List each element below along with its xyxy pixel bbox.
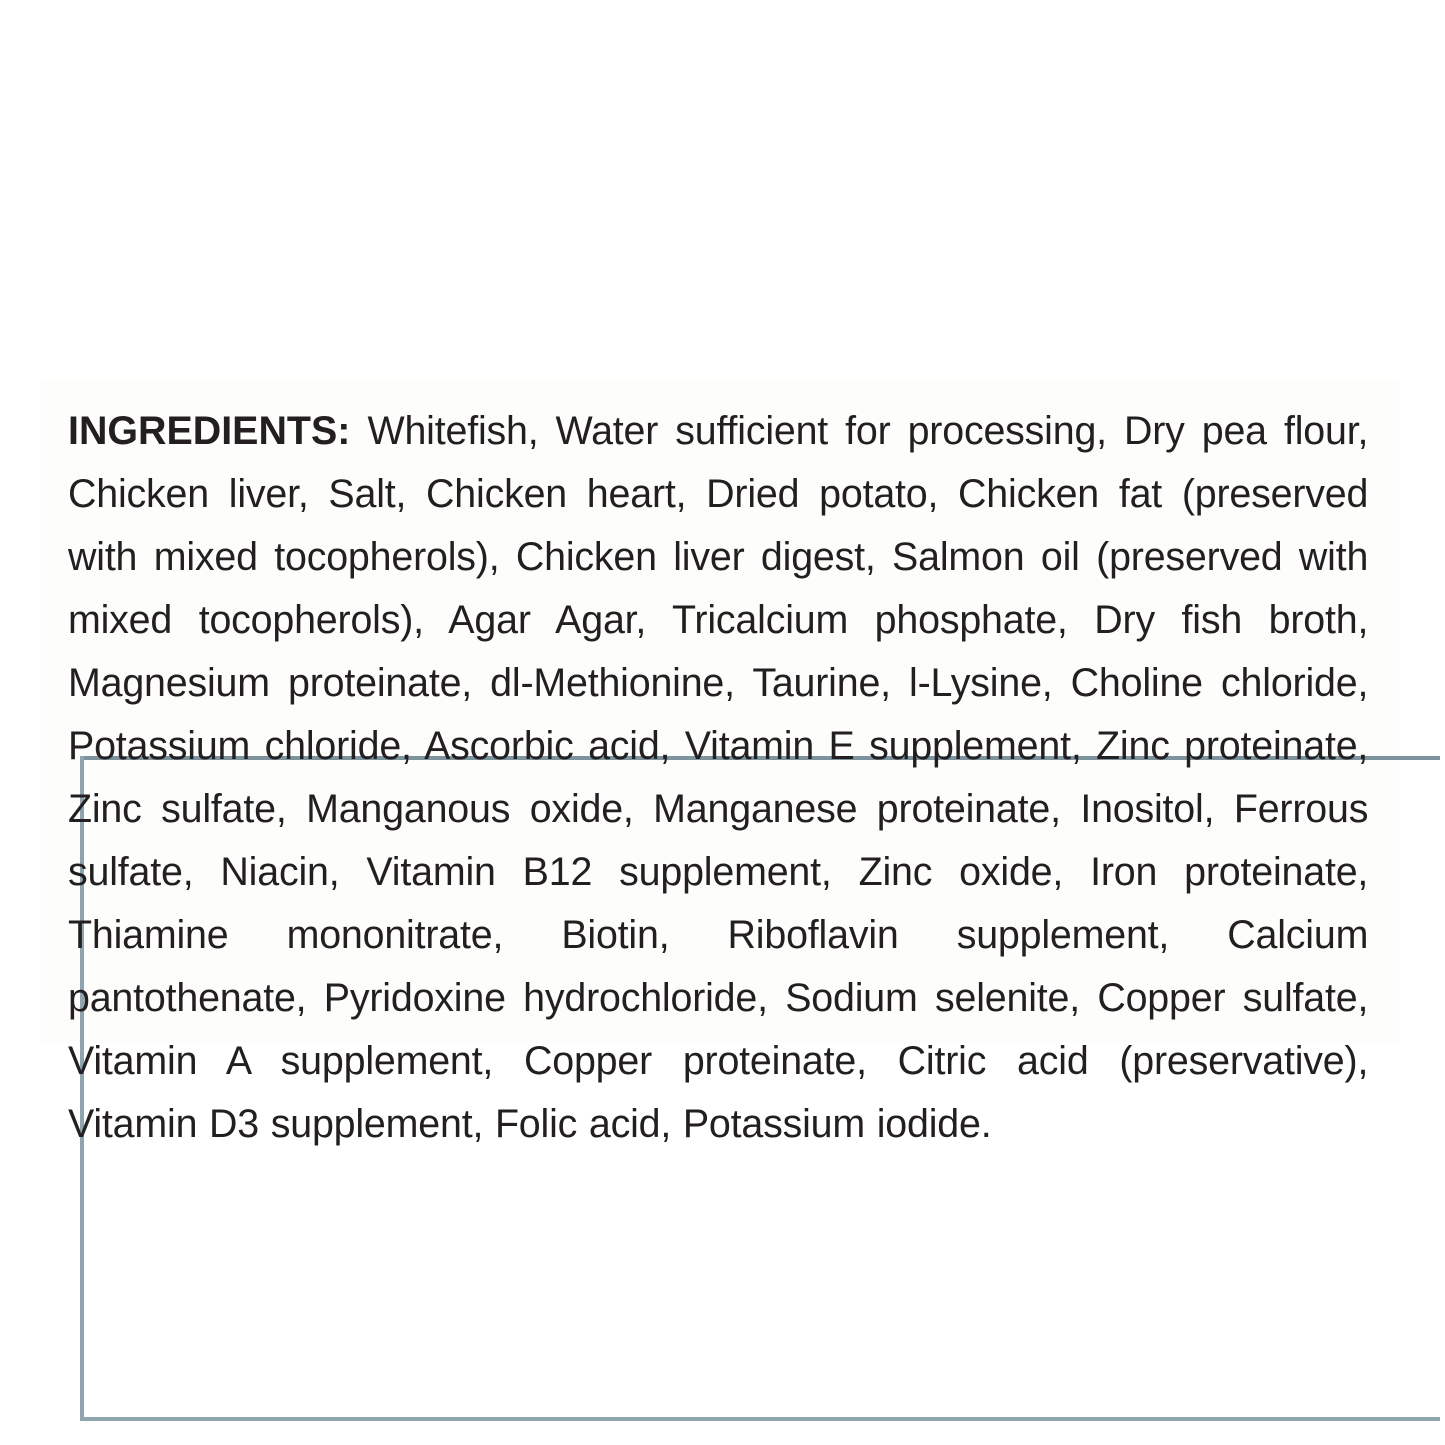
ingredients-paragraph bbox=[68, 400, 1368, 1156]
ingredients-heading: INGREDIENTS: bbox=[68, 409, 351, 453]
panel-bottom-rule bbox=[80, 1417, 1440, 1421]
ingredients-text: Whitefish, Water sufficient for processing, Dry pea flour, Chicken liver, Salt, Chicken heart, Dried potato, Chicken fat (preserved with mixed tocopherols), Chicken liver digest, Salmon oil (preserved with mixed tocopherols), Agar Agar, Tricalcium phosphate, Dry fish broth, Magnesium proteinate, dl-Methionine, Taurine, l-Lysine, Choline chloride, Potassium chloride, Ascorbic acid, Vitamin E supplement, Zinc proteinate, Zinc sulfate, Manganous oxide, Manganese proteinate, Inositol, Ferrous sulfate, Niacin, Vitamin B12 supplement, Zinc oxide, Iron proteinate, Thiamine mononitrate, Biotin, Riboflavin supplement, Calcium pantothenate, Pyridoxine hydrochloride, Sodium selenite, Copper sulfate, Vitamin A supplement, Copper proteinate, Citric acid (preservative), Vitamin D3 supplement, Folic acid, Potassium iodide. bbox=[68, 409, 1369, 1146]
